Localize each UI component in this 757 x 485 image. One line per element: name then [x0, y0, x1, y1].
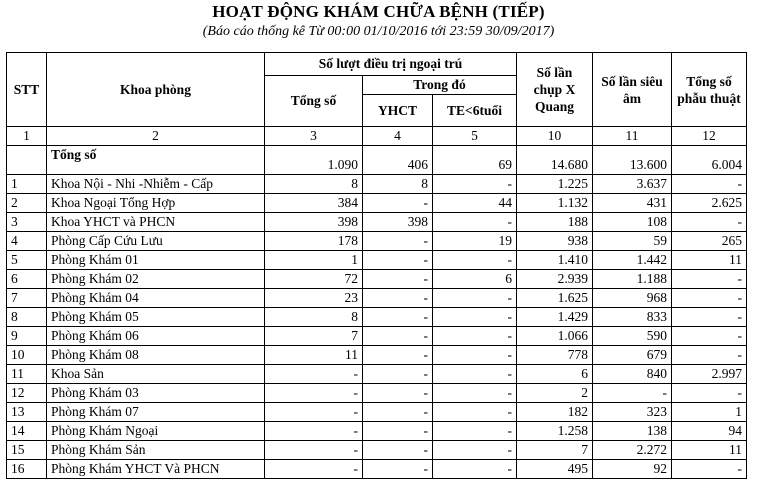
- row-yhct: -: [363, 308, 433, 327]
- row-stt: 2: [7, 194, 47, 213]
- row-phauthuat: 2.997: [672, 365, 747, 384]
- row-tong-so: 178: [265, 232, 363, 251]
- table-row: [7, 308, 747, 327]
- row-xquang: 7: [517, 441, 593, 460]
- row-name: Phòng Khám 01: [47, 251, 265, 270]
- total-row: [7, 146, 747, 175]
- row-tong-so: 1: [265, 251, 363, 270]
- row-xquang: 778: [517, 346, 593, 365]
- header-yhct: YHCT: [363, 95, 433, 127]
- row-name: Phòng Khám 04: [47, 289, 265, 308]
- header-trong-do: Trong đó: [363, 76, 517, 95]
- row-te6: -: [433, 289, 517, 308]
- column-number-row: [7, 127, 747, 146]
- row-yhct: -: [363, 194, 433, 213]
- row-sieuam: 840: [593, 365, 672, 384]
- row-te6: -: [433, 346, 517, 365]
- row-phauthuat: -: [672, 460, 747, 479]
- row-name: Phòng Khám 02: [47, 270, 265, 289]
- header-so-luot: Số lượt điều trị ngoại trú: [265, 53, 517, 76]
- row-te6: -: [433, 422, 517, 441]
- row-sieuam: 833: [593, 308, 672, 327]
- table-row: [7, 460, 747, 479]
- row-stt: 16: [7, 460, 47, 479]
- row-yhct: -: [363, 365, 433, 384]
- row-tong-so: 384: [265, 194, 363, 213]
- row-yhct: -: [363, 289, 433, 308]
- total-phauthuat: 6.004: [672, 146, 747, 175]
- total-xquang: 14.680: [517, 146, 593, 175]
- row-sieuam: 1.442: [593, 251, 672, 270]
- row-phauthuat: -: [672, 213, 747, 232]
- row-phauthuat: -: [672, 327, 747, 346]
- row-phauthuat: -: [672, 308, 747, 327]
- row-name: Phòng Khám 08: [47, 346, 265, 365]
- row-phauthuat: -: [672, 289, 747, 308]
- row-sieuam: 968: [593, 289, 672, 308]
- row-xquang: 938: [517, 232, 593, 251]
- row-tong-so: -: [265, 403, 363, 422]
- table-row: [7, 346, 747, 365]
- row-xquang: 182: [517, 403, 593, 422]
- row-xquang: 2: [517, 384, 593, 403]
- table-row: [7, 232, 747, 251]
- row-xquang: 1.258: [517, 422, 593, 441]
- row-yhct: 398: [363, 213, 433, 232]
- row-te6: -: [433, 308, 517, 327]
- row-name: Phòng Khám 06: [47, 327, 265, 346]
- row-te6: -: [433, 251, 517, 270]
- row-tong-so: 398: [265, 213, 363, 232]
- row-name: Khoa Sản: [47, 365, 265, 384]
- row-tong-so: -: [265, 384, 363, 403]
- row-yhct: -: [363, 251, 433, 270]
- row-te6: -: [433, 403, 517, 422]
- row-sieuam: 323: [593, 403, 672, 422]
- table-row: [7, 194, 747, 213]
- table-row: [7, 384, 747, 403]
- row-tong-so: -: [265, 365, 363, 384]
- row-te6: -: [433, 384, 517, 403]
- row-phauthuat: -: [672, 384, 747, 403]
- row-stt: 1: [7, 175, 47, 194]
- table-row: [7, 422, 747, 441]
- header-khoa-phong: Khoa phòng: [47, 53, 265, 127]
- row-sieuam: 679: [593, 346, 672, 365]
- row-xquang: 2.939: [517, 270, 593, 289]
- row-sieuam: 108: [593, 213, 672, 232]
- row-xquang: 1.429: [517, 308, 593, 327]
- row-stt: 10: [7, 346, 47, 365]
- total-yhct: 406: [363, 146, 433, 175]
- table-row: [7, 441, 747, 460]
- report-subtitle: (Báo cáo thống kê Từ 00:00 01/10/2016 tới 23:59 30/09/2017): [202, 24, 555, 39]
- row-stt: 11: [7, 365, 47, 384]
- row-sieuam: 2.272: [593, 441, 672, 460]
- row-stt: 14: [7, 422, 47, 441]
- header-phauthuat: Tổng số phẫu thuật: [672, 53, 747, 127]
- row-yhct: -: [363, 384, 433, 403]
- row-phauthuat: -: [672, 270, 747, 289]
- table-row: [7, 175, 747, 194]
- row-stt: 12: [7, 384, 47, 403]
- row-sieuam: 92: [593, 460, 672, 479]
- row-xquang: 1.625: [517, 289, 593, 308]
- row-yhct: -: [363, 403, 433, 422]
- col-number: 3: [265, 127, 363, 146]
- row-stt: 5: [7, 251, 47, 270]
- row-stt: 15: [7, 441, 47, 460]
- row-te6: -: [433, 327, 517, 346]
- row-te6: -: [433, 213, 517, 232]
- row-xquang: 1.225: [517, 175, 593, 194]
- row-name: Phòng Cấp Cứu Lưu: [47, 232, 265, 251]
- row-stt: 6: [7, 270, 47, 289]
- row-tong-so: 8: [265, 308, 363, 327]
- row-phauthuat: -: [672, 175, 747, 194]
- row-yhct: -: [363, 460, 433, 479]
- header-xquang: Số lần chụp X Quang: [517, 53, 593, 127]
- row-te6: -: [433, 441, 517, 460]
- row-yhct: -: [363, 327, 433, 346]
- row-sieuam: 431: [593, 194, 672, 213]
- row-phauthuat: 265: [672, 232, 747, 251]
- row-xquang: 1.410: [517, 251, 593, 270]
- col-number: 10: [517, 127, 593, 146]
- row-yhct: -: [363, 346, 433, 365]
- row-name: Khoa YHCT và PHCN: [47, 213, 265, 232]
- row-te6: 44: [433, 194, 517, 213]
- row-yhct: -: [363, 232, 433, 251]
- row-tong-so: 8: [265, 175, 363, 194]
- total-te6: 69: [433, 146, 517, 175]
- row-tong-so: 23: [265, 289, 363, 308]
- row-xquang: 1.066: [517, 327, 593, 346]
- header-sieuam: Số lần siêu âm: [593, 53, 672, 127]
- total-label: Tổng số: [47, 146, 265, 175]
- row-name: Khoa Ngoại Tổng Hợp: [47, 194, 265, 213]
- col-number: 1: [7, 127, 47, 146]
- row-name: Phòng Khám 05: [47, 308, 265, 327]
- row-sieuam: -: [593, 384, 672, 403]
- row-name: Khoa Nội - Nhi -Nhiễm - Cấp: [47, 175, 265, 194]
- row-stt: 7: [7, 289, 47, 308]
- row-te6: -: [433, 175, 517, 194]
- table-row: [7, 365, 747, 384]
- row-xquang: 6: [517, 365, 593, 384]
- total-tong-so: 1.090: [265, 146, 363, 175]
- row-sieuam: 59: [593, 232, 672, 251]
- row-sieuam: 138: [593, 422, 672, 441]
- row-phauthuat: -: [672, 346, 747, 365]
- col-number: 12: [672, 127, 747, 146]
- col-number: 4: [363, 127, 433, 146]
- row-sieuam: 3.637: [593, 175, 672, 194]
- row-stt: 8: [7, 308, 47, 327]
- table-row: [7, 270, 747, 289]
- row-name: Phòng Khám Sản: [47, 441, 265, 460]
- header-tong-so: Tổng số: [265, 76, 363, 127]
- row-xquang: 188: [517, 213, 593, 232]
- report-title: HOẠT ĐỘNG KHÁM CHỮA BỆNH (TIẾP): [212, 2, 545, 21]
- row-tong-so: -: [265, 460, 363, 479]
- row-te6: 19: [433, 232, 517, 251]
- row-name: Phòng Khám 03: [47, 384, 265, 403]
- row-name: Phòng Khám Ngoại: [47, 422, 265, 441]
- row-te6: -: [433, 365, 517, 384]
- row-name: Phòng Khám 07: [47, 403, 265, 422]
- row-yhct: -: [363, 270, 433, 289]
- total-sieuam: 13.600: [593, 146, 672, 175]
- row-stt: 13: [7, 403, 47, 422]
- row-tong-so: -: [265, 441, 363, 460]
- table-row: [7, 213, 747, 232]
- row-yhct: -: [363, 422, 433, 441]
- row-tong-so: -: [265, 422, 363, 441]
- row-stt: 9: [7, 327, 47, 346]
- row-tong-so: 11: [265, 346, 363, 365]
- row-phauthuat: 94: [672, 422, 747, 441]
- row-phauthuat: 2.625: [672, 194, 747, 213]
- row-yhct: 8: [363, 175, 433, 194]
- row-yhct: -: [363, 441, 433, 460]
- col-number: 2: [47, 127, 265, 146]
- row-te6: -: [433, 460, 517, 479]
- header-te6: TE<6tuổi: [433, 95, 517, 127]
- row-xquang: 495: [517, 460, 593, 479]
- table-row: [7, 327, 747, 346]
- col-number: 5: [433, 127, 517, 146]
- row-name: Phòng Khám YHCT Và PHCN: [47, 460, 265, 479]
- row-phauthuat: 1: [672, 403, 747, 422]
- row-stt: 3: [7, 213, 47, 232]
- activity-table: [6, 52, 747, 479]
- col-number: 11: [593, 127, 672, 146]
- header-stt: STT: [7, 53, 47, 127]
- table-row: [7, 403, 747, 422]
- row-tong-so: 72: [265, 270, 363, 289]
- row-te6: 6: [433, 270, 517, 289]
- row-stt: 4: [7, 232, 47, 251]
- row-sieuam: 1.188: [593, 270, 672, 289]
- row-tong-so: 7: [265, 327, 363, 346]
- row-xquang: 1.132: [517, 194, 593, 213]
- table-row: [7, 251, 747, 270]
- row-sieuam: 590: [593, 327, 672, 346]
- table-row: [7, 289, 747, 308]
- row-phauthuat: 11: [672, 251, 747, 270]
- row-phauthuat: 11: [672, 441, 747, 460]
